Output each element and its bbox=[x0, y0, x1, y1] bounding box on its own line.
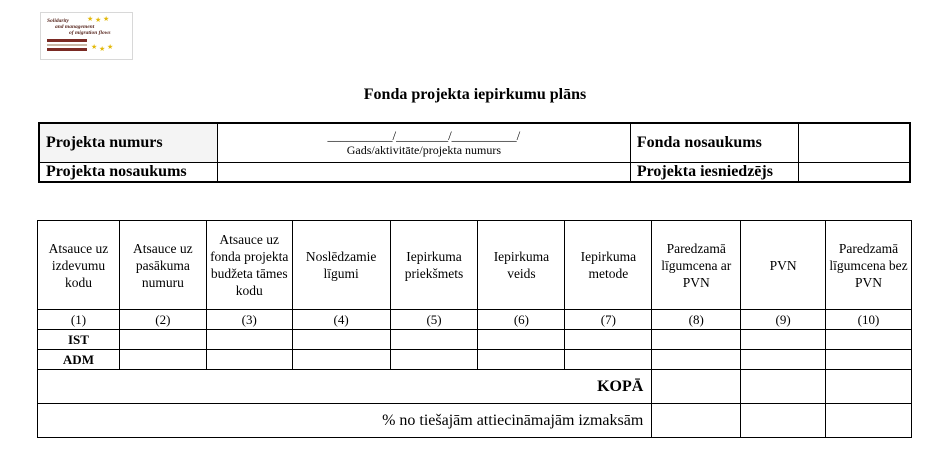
percent-cell-vat[interactable] bbox=[741, 404, 826, 438]
column-number: (6) bbox=[478, 310, 565, 330]
column-header: Paredzamā līgumcena bez PVN bbox=[826, 221, 912, 310]
column-header: Iepirkuma priekšmets bbox=[390, 221, 478, 310]
table-cell[interactable] bbox=[826, 330, 912, 350]
percent-cell-without-vat[interactable] bbox=[826, 404, 912, 438]
table-row-ist bbox=[38, 330, 912, 350]
star-icon: ★ bbox=[107, 43, 114, 51]
project-number-hint: Gads/aktivitāte/projekta numurs bbox=[346, 143, 502, 158]
table-cell[interactable] bbox=[292, 330, 390, 350]
table-cell[interactable] bbox=[206, 330, 292, 350]
table-cell[interactable] bbox=[478, 330, 565, 350]
project-name-field[interactable] bbox=[217, 162, 630, 182]
column-header: Atsauce uz izdevumu kodu bbox=[38, 221, 120, 310]
table-cell[interactable] bbox=[652, 330, 741, 350]
star-icon: ★ bbox=[103, 15, 110, 23]
table-cell[interactable] bbox=[478, 350, 565, 370]
total-label: KOPĀ bbox=[38, 370, 652, 404]
column-header: Atsauce uz pasākuma numuru bbox=[119, 221, 206, 310]
table-cell[interactable] bbox=[119, 330, 206, 350]
percent-row bbox=[38, 404, 912, 438]
column-header: PVN bbox=[741, 221, 826, 310]
column-number: (2) bbox=[119, 310, 206, 330]
column-header: Iepirkuma veids bbox=[478, 221, 565, 310]
star-icon: ★ bbox=[91, 43, 98, 51]
column-number: (1) bbox=[38, 310, 120, 330]
percent-cell-with-vat[interactable] bbox=[652, 404, 741, 438]
logo bbox=[40, 12, 133, 60]
column-header: Atsauce uz fonda projekta budžeta tāmes kodu bbox=[206, 221, 292, 310]
table-cell[interactable] bbox=[390, 330, 478, 350]
procurement-plan-table bbox=[37, 220, 912, 438]
fund-name-label: Fonda nosaukums bbox=[630, 123, 798, 162]
column-number: (8) bbox=[652, 310, 741, 330]
logo-stripe bbox=[47, 39, 87, 42]
row-code-ist: IST bbox=[38, 330, 120, 350]
column-number: (4) bbox=[292, 310, 390, 330]
fund-name-field[interactable] bbox=[799, 123, 910, 162]
table-cell[interactable] bbox=[741, 350, 826, 370]
total-row bbox=[38, 370, 912, 404]
column-header-row bbox=[38, 221, 912, 310]
row-code-adm: ADM bbox=[38, 350, 120, 370]
column-number: (7) bbox=[565, 310, 652, 330]
project-number-field[interactable] bbox=[217, 123, 630, 162]
column-number: (9) bbox=[741, 310, 826, 330]
star-icon: ★ bbox=[87, 15, 94, 23]
submitter-label: Projekta iesniedzējs bbox=[630, 162, 798, 182]
logo-text-line1: Solidarity bbox=[47, 18, 70, 24]
table-cell[interactable] bbox=[565, 350, 652, 370]
table-cell[interactable] bbox=[206, 350, 292, 370]
total-cell-without-vat[interactable] bbox=[826, 370, 912, 404]
column-number-row bbox=[38, 310, 912, 330]
column-header: Paredzamā līgumcena ar PVN bbox=[652, 221, 741, 310]
project-number-label: Projekta numurs bbox=[39, 123, 217, 162]
column-number: (10) bbox=[826, 310, 912, 330]
column-header: Iepirkuma metode bbox=[565, 221, 652, 310]
table-row-adm bbox=[38, 350, 912, 370]
table-cell[interactable] bbox=[652, 350, 741, 370]
logo-stripe bbox=[47, 48, 87, 51]
table-cell[interactable] bbox=[741, 330, 826, 350]
total-cell-vat[interactable] bbox=[741, 370, 826, 404]
project-number-template: __________/________/__________/ bbox=[327, 128, 521, 144]
project-name-label: Projekta nosaukums bbox=[39, 162, 217, 182]
table-cell[interactable] bbox=[826, 350, 912, 370]
column-header: Noslēdzamie līgumi bbox=[292, 221, 390, 310]
column-number: (3) bbox=[206, 310, 292, 330]
table-cell[interactable] bbox=[119, 350, 206, 370]
submitter-field[interactable] bbox=[799, 162, 910, 182]
star-icon: ★ bbox=[99, 45, 106, 53]
project-info-table bbox=[38, 122, 911, 183]
logo-text-line2: and management bbox=[55, 24, 95, 30]
table-cell[interactable] bbox=[292, 350, 390, 370]
page-title: Fonda projekta iepirkumu plāns bbox=[363, 86, 587, 103]
logo-stripe bbox=[47, 44, 87, 46]
logo-text-line3: of migration flows bbox=[69, 30, 111, 36]
table-cell[interactable] bbox=[390, 350, 478, 370]
percent-label: % no tiešajām attiecināmajām izmaksām bbox=[38, 404, 652, 438]
total-cell-with-vat[interactable] bbox=[652, 370, 741, 404]
column-number: (5) bbox=[390, 310, 478, 330]
table-cell[interactable] bbox=[565, 330, 652, 350]
star-icon: ★ bbox=[95, 16, 102, 24]
